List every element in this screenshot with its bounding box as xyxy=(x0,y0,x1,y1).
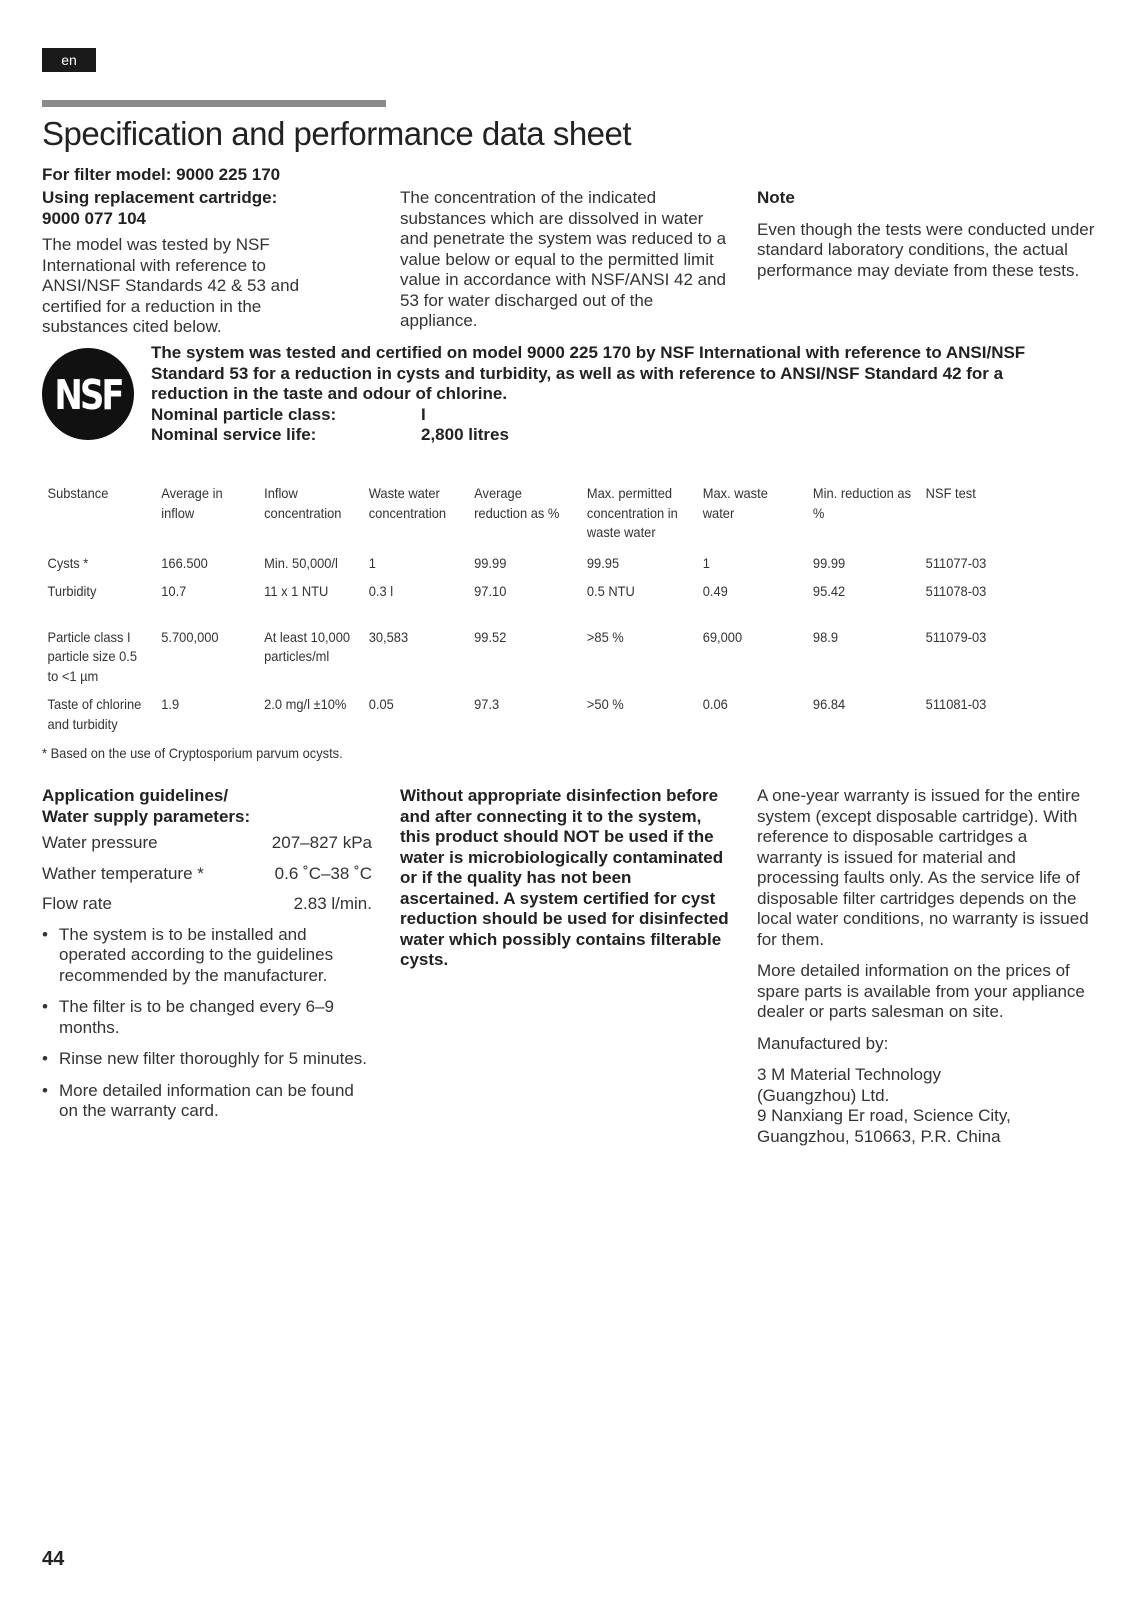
table-cell: 95.42 xyxy=(812,583,846,599)
table-row xyxy=(42,692,1008,740)
table-cell: 99.99 xyxy=(812,554,846,571)
table-cell: 0.5 NTU xyxy=(586,583,635,599)
table-cell: 1.9 xyxy=(161,696,180,712)
table-cell: 166.500 xyxy=(161,554,208,571)
table-header-cell: NSF test xyxy=(925,485,976,501)
table-header-cell: Min. reduction as % xyxy=(812,485,912,521)
table-header-cell: Waste water concentration xyxy=(368,485,447,521)
table-header-cell: Average in inflow xyxy=(161,485,223,521)
table-header-cell: Average reduction as % xyxy=(474,485,560,521)
table-cell: Min. 50,000/l xyxy=(264,554,338,571)
address-line: 9 Nanxiang Er road, Science City, xyxy=(757,1106,1011,1125)
table-cell: 0.05 xyxy=(368,696,394,712)
application-heading xyxy=(42,786,372,827)
table-cell: 10.7 xyxy=(161,583,187,599)
guideline-list xyxy=(42,925,372,1122)
nsf-logo xyxy=(42,348,134,440)
intro-column-1 xyxy=(42,188,347,338)
table-cell: 98.9 xyxy=(812,628,839,645)
table-cell: 2.0 mg/l ±10% xyxy=(264,696,347,712)
table-cell: 0.49 xyxy=(702,583,728,599)
note-heading: Note xyxy=(757,188,795,207)
cartridge-number: 9000 077 104 xyxy=(42,208,146,228)
manufacturer-address xyxy=(757,1065,1097,1147)
param-value: 2.83 l/min. xyxy=(293,894,372,913)
concentration-text: The concentration of the indicated substances which are dissolved in water and penetrate the system was reduced to a value below or equal to the permitted limit value in accordance with NSF/ANSI 42 and 53 for water discharged out of the appliance. xyxy=(400,188,727,330)
table-header-row xyxy=(42,484,1008,551)
param-row-temperature xyxy=(42,864,372,885)
address-line: Guangzhou, 510663, P.R. China xyxy=(757,1126,1001,1146)
disinfection-warning: Without appropriate disinfection before and after connecting it to the system, this product should NOT be used if the water is microbiologically contaminated or if the quality has not been ascertained. A system certified for cyst reduction should be used for disinfected water which possibly contains filterable cysts. xyxy=(400,786,729,969)
filter-model-line: For filter model: 9000 225 170 xyxy=(42,165,281,184)
param-label: Water pressure xyxy=(42,833,158,852)
list-item-text: More detailed information can be found on the warranty card. xyxy=(59,1080,354,1120)
table-cell: 511077-03 xyxy=(925,554,987,571)
table-cell: Cysts * xyxy=(47,554,89,571)
language-tab: en xyxy=(42,48,96,72)
page-title: Specification and performance data sheet xyxy=(42,115,632,152)
table-cell: 1 xyxy=(702,554,710,571)
address-line: (Guangzhou) Ltd. xyxy=(757,1085,890,1105)
table-cell: 5.700,000 xyxy=(161,628,219,645)
table-row xyxy=(42,551,1008,580)
param-label: Flow rate xyxy=(42,894,112,913)
service-life-row xyxy=(151,425,1051,446)
particle-class-label: Nominal particle class: xyxy=(151,404,337,424)
particle-class-row xyxy=(151,405,1051,426)
intro-column-3 xyxy=(757,188,1097,281)
table-header-cell: Max. waste water xyxy=(702,485,768,521)
table-cell: 97.10 xyxy=(474,583,507,599)
intro-column-2 xyxy=(400,188,730,332)
table-cell: 99.95 xyxy=(586,554,620,571)
param-row-flow xyxy=(42,894,372,915)
spare-parts-text: More detailed information on the prices of spare parts is available from your appliance dealer or parts salesman on site. xyxy=(757,961,1085,1021)
table-header-cell: Substance xyxy=(47,485,109,501)
table-cell: 1 xyxy=(368,554,376,571)
table-header-cell: Inflow concentration xyxy=(264,485,342,521)
performance-table xyxy=(42,484,1008,740)
list-item xyxy=(42,1081,372,1122)
table-cell: Taste of chlorine and turbidity xyxy=(47,696,142,732)
table-row xyxy=(42,579,1008,608)
table-cell: 511079-03 xyxy=(925,628,987,645)
param-label: Wather temperature * xyxy=(42,863,204,883)
table-cell: 11 x 1 NTU xyxy=(264,583,329,599)
warranty-column xyxy=(757,786,1097,1158)
table-cell: Turbidity xyxy=(47,583,97,599)
address-line: 3 M Material Technology xyxy=(757,1065,941,1084)
bullet-icon: • xyxy=(42,997,48,1016)
application-heading-line1: Application guidelines/ xyxy=(42,786,229,805)
table-cell: 96.84 xyxy=(812,696,846,712)
nsf-tested-text: The model was tested by NSF International with reference to ANSI/NSF Standards 42 & 53 and certified for a reduction in the substances cited below. xyxy=(42,235,300,336)
list-item xyxy=(42,1049,372,1070)
table-cell: Particle class I particle size 0.5 to <1 µm xyxy=(47,628,138,684)
table-row xyxy=(42,608,1008,693)
bullet-icon: • xyxy=(42,1080,48,1100)
note-text: Even though the tests were conducted under standard laboratory conditions, the actual performance may deviate from these tests. xyxy=(757,219,1095,280)
table-header-cell: Max. permitted concentration in waste water xyxy=(586,485,678,540)
table-cell: At least 10,000 particles/ml xyxy=(264,628,351,664)
list-item-text: The filter is to be changed every 6–9 months. xyxy=(59,997,334,1037)
list-item-text: The system is to be installed and operated according to the guidelines recommended by the manufacturer. xyxy=(59,924,334,985)
certification-statement: The system was tested and certified on model 9000 225 170 by NSF International with reference to ANSI/NSF Standard 53 for a reduction in cysts and turbidity, as well as with reference to ANSI/NSF Standard 42 for a reduction in the taste and odour of chlorine. xyxy=(151,343,1026,403)
param-row-pressure xyxy=(42,833,372,854)
table-cell: 97.3 xyxy=(474,696,500,712)
table-cell: 30,583 xyxy=(368,628,409,645)
param-value: 207–827 kPa xyxy=(271,833,372,852)
page-number: 44 xyxy=(42,1548,65,1570)
certification-block xyxy=(151,343,1051,446)
manufacturer-label: Manufactured by: xyxy=(757,1033,889,1053)
service-life-label: Nominal service life: xyxy=(151,425,317,444)
list-item-text: Rinse new filter thoroughly for 5 minutes. xyxy=(59,1049,368,1068)
application-guidelines xyxy=(42,786,372,1133)
table-cell: >50 % xyxy=(586,696,624,712)
table-cell: 511078-03 xyxy=(925,583,987,599)
table-cell: >85 % xyxy=(586,628,624,645)
list-item xyxy=(42,925,372,987)
table-cell: 0.3 l xyxy=(368,583,394,599)
bullet-icon: • xyxy=(42,1049,48,1068)
table-cell: 69,000 xyxy=(702,628,743,645)
header-rule xyxy=(42,100,386,107)
param-value: 0.6 ˚C–38 ˚C xyxy=(274,863,372,883)
cartridge-label: Using replacement cartridge: xyxy=(42,188,278,207)
table-cell: 511081-03 xyxy=(925,696,987,712)
table-cell: 99.52 xyxy=(474,628,507,645)
bullet-icon: • xyxy=(42,924,48,944)
table-cell: 0.06 xyxy=(702,696,728,712)
nsf-logo-text: NSF xyxy=(54,372,122,420)
warranty-text: A one-year warranty is issued for the entire system (except disposable cartridge). With reference to disposable cartridges a warranty is issued for material and processing faults only. As the service life of disposable filter cartridges depends on the local water conditions, no warranty is issued for them. xyxy=(757,786,1089,949)
list-item xyxy=(42,997,372,1038)
service-life-value: 2,800 litres xyxy=(421,425,509,444)
table-cell: 99.99 xyxy=(474,554,507,571)
table-footnote: * Based on the use of Cryptosporium parvum ocysts. xyxy=(42,745,343,761)
particle-class-value: I xyxy=(421,404,426,424)
application-heading-line2: Water supply parameters: xyxy=(42,806,251,826)
